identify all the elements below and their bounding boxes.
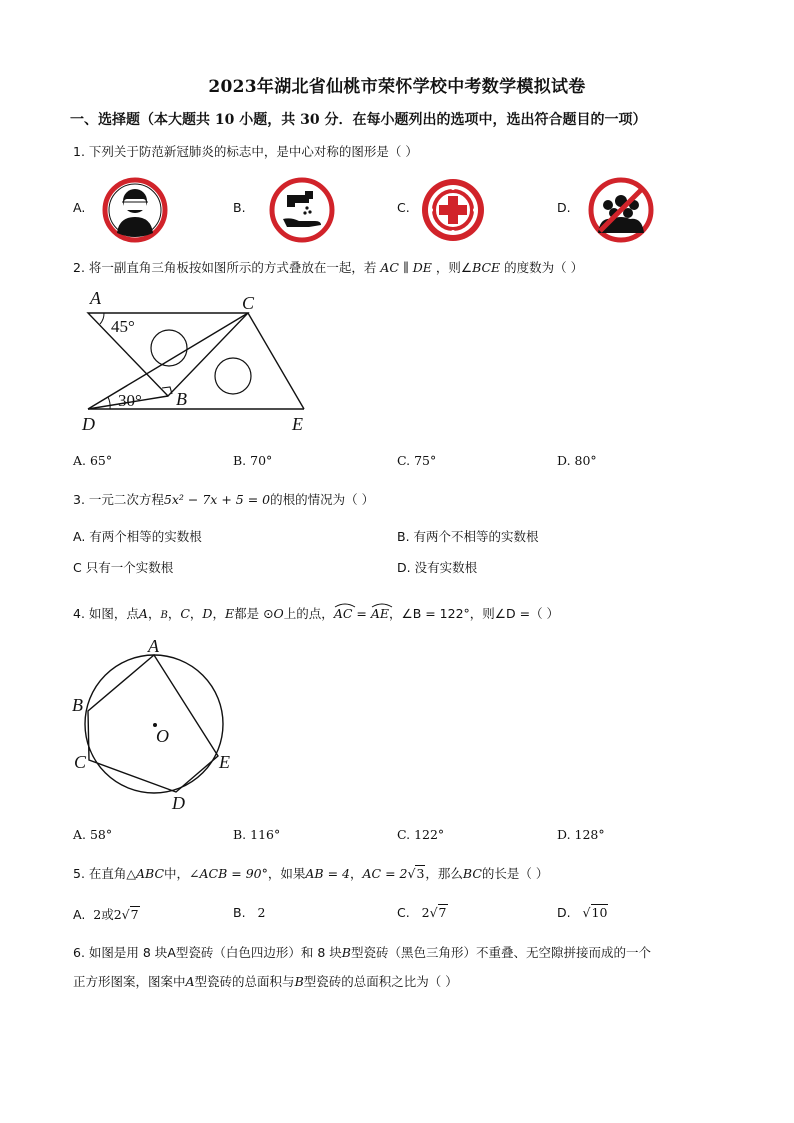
q4-point-d: D: [202, 606, 213, 621]
q2-option-d: D. 80°: [557, 453, 597, 468]
q5-option-d: D. √10: [557, 905, 608, 920]
question-2-stem: [73, 258, 583, 276]
q6-type-b: B: [294, 974, 304, 989]
paper-title: 2023年湖北省仙桃市荣怀学校中考数学模拟试卷: [208, 77, 586, 97]
q4-label-c: C: [74, 752, 87, 772]
question-3-stem: [73, 490, 374, 508]
q4-point-b: B: [160, 610, 168, 621]
q4-arc-ae: AE: [371, 606, 389, 621]
q4-center-o: O: [273, 606, 284, 621]
q6-type-a: A: [167, 945, 176, 960]
question-6-line-1: [73, 943, 651, 961]
q3-equation: 5x² − 7x + 5 = 0: [163, 492, 271, 507]
q4-label-b: B: [72, 695, 83, 715]
q4-point-c: C: [180, 606, 190, 621]
q5-ab: AB = 4: [305, 866, 350, 881]
q4-equals: =: [352, 606, 371, 621]
q4-figure: [68, 633, 243, 818]
q2-text-prefix: 2. 将一副直角三角板按如图所示的方式叠放在一起，若: [73, 260, 377, 275]
q5-text-prefix: 5. 在直角: [73, 866, 127, 881]
q3-option-a: A. 有两个相等的实数根: [73, 529, 202, 544]
q5-option-c: C. 2√7: [397, 905, 447, 920]
q5-angle: ∠ACB = 90°: [189, 866, 268, 881]
q5-ac-root: 3: [416, 866, 425, 881]
q4-option-b: B. 116°: [233, 827, 281, 842]
mask-person-icon: [102, 177, 168, 243]
q4-label-a: A: [148, 636, 159, 656]
red-cross-icon: [420, 177, 486, 243]
q4-option-c: C. 122°: [397, 827, 445, 842]
handwash-tap-icon: [269, 177, 335, 243]
q2-label-a: A: [90, 288, 101, 308]
q5-option-b: B. 2: [233, 905, 266, 920]
q2-angle-45: 45°: [111, 317, 135, 336]
q2-option-c: C. 75°: [397, 453, 437, 468]
q4-option-a: A. 58°: [73, 827, 113, 842]
q4-label-d: D: [172, 793, 185, 813]
q2-label-b: B: [176, 389, 187, 409]
q4-sep: ，: [147, 606, 161, 621]
question-5-stem: 5. 在直角△ABC中，∠ACB = 90°，如果AB = 4，AC = 2√3，那么BC的长是（ ）: [73, 866, 549, 881]
no-crowd-icon: [588, 177, 654, 243]
q4-option-d: D. 128°: [557, 827, 605, 842]
q2-figure: [80, 290, 320, 440]
q4-sep: ，: [212, 606, 225, 621]
question-6-line-2: [73, 972, 458, 990]
q2-label-c: C: [242, 293, 255, 313]
q4-label-o: O: [156, 726, 169, 746]
q1-option-c-label: C.: [397, 200, 410, 215]
question-4-stem: [73, 604, 559, 622]
q4-arc-ac: AC: [334, 606, 353, 621]
q4-point-e: E: [224, 606, 235, 621]
q2-angle: BCE: [472, 260, 501, 275]
q5-ac: AC = 2: [362, 866, 408, 881]
q2-label-e: E: [292, 414, 303, 434]
q2-text-mid: ，则∠: [435, 260, 473, 275]
q6-type-b: B: [341, 945, 351, 960]
q6-text: 正方形图案，图案中: [73, 974, 186, 989]
triangle-diagram: [80, 290, 320, 440]
q1-option-a-label: A.: [73, 200, 86, 215]
q1-option-d-label: D.: [557, 200, 571, 215]
q6-text: 型瓷砖（黑色三角形）不重叠、无空隙拼接而成的一个: [350, 945, 651, 960]
q4-point-a: A: [138, 606, 148, 621]
q5-bc: BC: [462, 866, 482, 881]
q2-text-suffix: 的度数为（ ）: [504, 260, 584, 275]
q2-option-a: A. 65°: [73, 453, 113, 468]
q4-sep: ，: [189, 606, 203, 621]
q6-text: 型瓷砖的总面积之比为（ ）: [303, 974, 458, 989]
q5-triangle: △ABC: [126, 866, 165, 881]
q2-option-b: B. 70°: [233, 453, 273, 468]
q3-option-c: C 只有一个实数根: [73, 560, 174, 575]
q4-text-mid: 都是 ⊙: [234, 606, 274, 621]
q2-condition: AC ∥ DE: [380, 260, 432, 275]
q3-text-suffix: 的根的情况为（ ）: [270, 492, 375, 507]
q1-option-b-label: B.: [233, 200, 246, 215]
q4-text-prefix: 4. 如图，点: [73, 606, 139, 621]
q5-text: ，那么: [425, 866, 463, 881]
q3-option-d: D. 没有实数根: [397, 560, 478, 575]
q3-text-prefix: 3. 一元二次方程: [73, 492, 164, 507]
q4-label-e: E: [219, 752, 230, 772]
q5-option-a: A. 2或2√7: [73, 907, 139, 922]
q5-text: ，: [349, 866, 363, 881]
q4-text-mid2: 上的点，: [283, 606, 334, 621]
q5-text: 中，: [164, 866, 190, 881]
q3-option-b: B. 有两个不相等的实数根: [397, 529, 539, 544]
q4-sep: ，: [167, 606, 181, 621]
q6-text: 型瓷砖的总面积与: [194, 974, 295, 989]
q2-label-d: D: [82, 414, 95, 434]
q6-type-a: A: [185, 974, 195, 989]
question-1-stem: 1. 下列关于防范新冠肺炎的标志中，是中心对称的图形是（ ）: [73, 144, 418, 159]
q6-text: 6. 如图是用 8 块: [73, 945, 168, 960]
q5-text-suffix: 的长是（ ）: [481, 866, 549, 881]
q5-text: ，如果: [267, 866, 306, 881]
section-heading: 一、选择题（本大题共 10 小题，共 30 分．在每小题列出的选项中，选出符合题目的一项）: [70, 112, 647, 128]
q4-condition: ，∠B = 122°，则∠D =（ ）: [388, 606, 560, 621]
q6-text: 型瓷砖（白色四边形）和 8 块: [175, 945, 342, 960]
q2-angle-30: 30°: [118, 391, 142, 410]
